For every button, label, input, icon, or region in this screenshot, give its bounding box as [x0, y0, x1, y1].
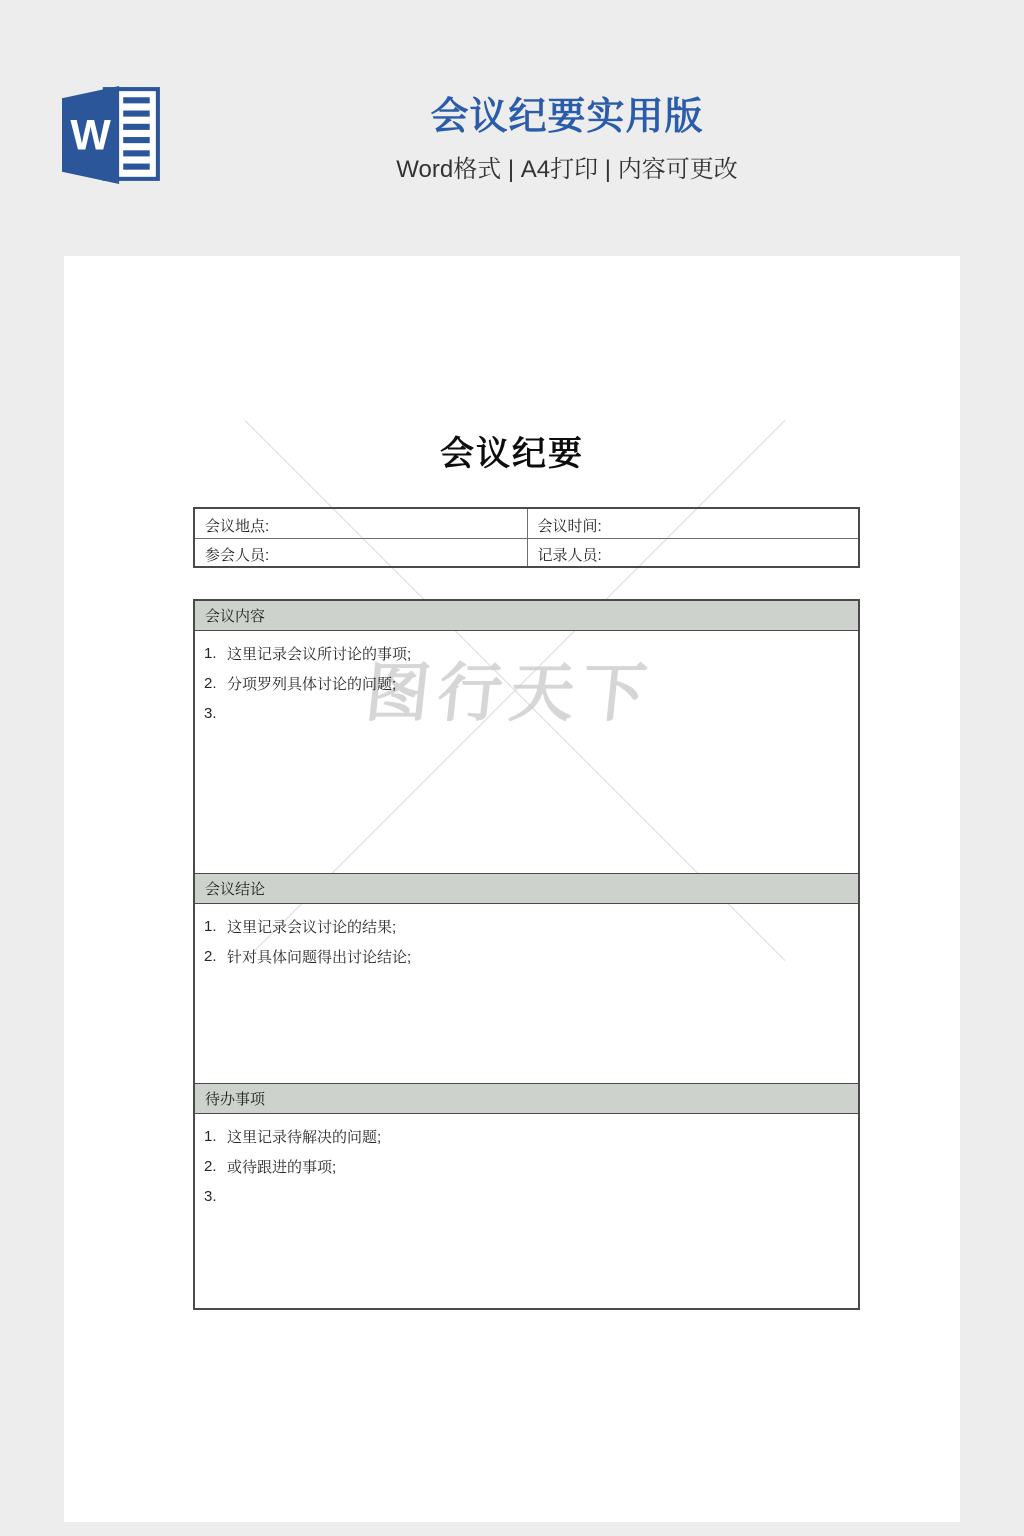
list-item-text: 这里记录会议讨论的结果; [227, 918, 397, 936]
list-item [195, 1121, 858, 1151]
list-item-text: 针对具体问题得出讨论结论; [227, 948, 412, 966]
list-item [195, 638, 858, 668]
section-body-conclusions [195, 904, 858, 1083]
section-header-todos: 待办事项 [195, 1083, 858, 1114]
section-body-content [195, 631, 858, 873]
list-item-number: 2. [204, 674, 217, 692]
list-item-number: 3. [204, 704, 217, 722]
list-item [195, 911, 858, 941]
section-header-content: 会议内容 [195, 601, 858, 631]
word-w-letter: W [70, 111, 111, 160]
watermark-text: 图行天下 [362, 656, 658, 731]
list-item-number: 2. [204, 1157, 217, 1175]
list-item [195, 698, 858, 728]
list-item-text: 这里记录待解决的问题; [227, 1128, 382, 1146]
meeting-location-label: 会议地点: [205, 518, 270, 536]
list-item [195, 941, 858, 971]
list-item-number: 1. [204, 644, 217, 662]
meeting-attendees-label: 参会人员: [195, 538, 527, 567]
template-subtitle: Word格式 | A4打印 | 内容可更改 [396, 156, 738, 183]
section-header-conclusions: 会议结论 [195, 873, 858, 904]
document-title: 会议纪要 [440, 435, 584, 473]
list-item-text: 这里记录会议所讨论的事项; [227, 645, 412, 663]
list-item-text: 或待跟进的事项; [227, 1158, 337, 1176]
template-banner [0, 0, 1024, 256]
meeting-time-label: 会议时间: [527, 509, 859, 538]
list-item-number: 2. [204, 947, 217, 965]
list-item-number: 1. [204, 917, 217, 935]
meeting-info-table [193, 507, 860, 568]
meeting-recorder-label: 记录人员: [527, 538, 859, 567]
document-page [64, 256, 960, 1522]
list-item [195, 1151, 858, 1181]
meeting-sections-table [193, 599, 860, 1310]
template-title: 会议纪要实用版 [430, 96, 704, 138]
list-item [195, 668, 858, 698]
list-item-number: 1. [204, 1127, 217, 1145]
section-body-todos [195, 1114, 858, 1308]
list-item [195, 1181, 858, 1211]
list-item-text: 分项罗列具体讨论的问题; [227, 675, 397, 693]
list-item-number: 3. [204, 1187, 217, 1205]
